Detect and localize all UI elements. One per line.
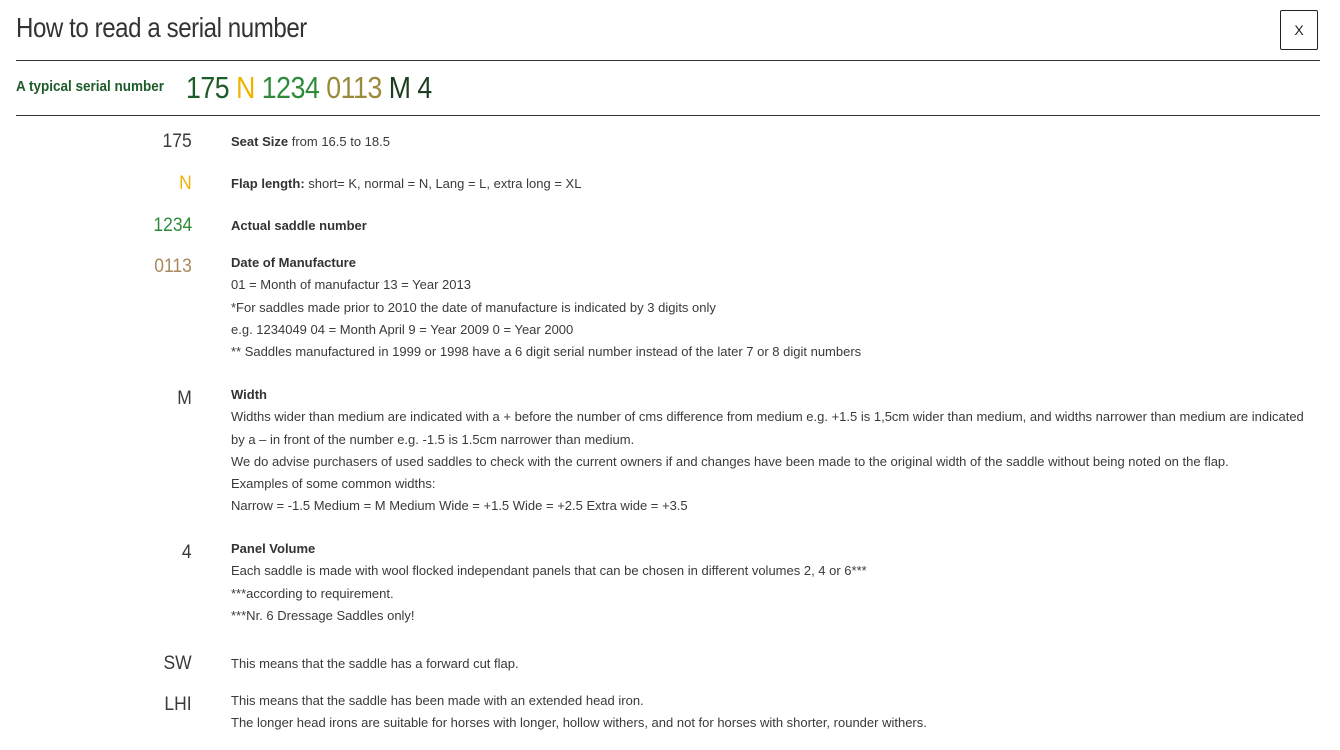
serial-part: 4 bbox=[417, 70, 432, 105]
description-line: e.g. 1234049 04 = Month April 9 = Year 2009 0 = Year 2000 bbox=[231, 321, 574, 337]
serial-description bbox=[231, 653, 1321, 675]
serial-description bbox=[231, 215, 1321, 237]
close-button[interactable]: X bbox=[1280, 10, 1318, 50]
description-heading: Actual saddle number bbox=[231, 218, 367, 233]
description-line: ** Saddles manufactured in 1999 or 1998 have a 6 digit serial number instead of the later 7 or 8 digit numbers bbox=[231, 344, 862, 360]
serial-part: 175 bbox=[186, 70, 230, 105]
serial-description bbox=[231, 173, 1321, 195]
description-heading: Date of Manufacture bbox=[231, 255, 356, 270]
serial-part: M bbox=[388, 70, 411, 105]
serial-code: M bbox=[177, 388, 192, 409]
description-line: Widths wider than medium are indicated with a + before the number of cms difference from medium e.g. +1.5 is 1,5cm wider than medium, and widths narrower than medium are indicated by a – in front of the number e.g. -1.5 is 1.5cm narrower than medium. bbox=[231, 409, 1304, 447]
description-heading: Seat Size bbox=[231, 134, 289, 149]
serial-description bbox=[231, 252, 1321, 363]
dialog-title: How to read a serial number bbox=[16, 12, 307, 43]
serial-code: 0113 bbox=[154, 256, 192, 277]
description-line: ***Nr. 6 Dressage Saddles only! bbox=[231, 607, 415, 623]
description-line: Narrow = -1.5 Medium = M Medium Wide = +1.5 Wide = +2.5 Extra wide = +3.5 bbox=[231, 498, 688, 514]
description-line: Each saddle is made with wool flocked independant panels that can be chosen in different volumes 2, 4 or 6*** bbox=[231, 563, 867, 579]
serial-code: 1234 bbox=[153, 215, 192, 236]
description-heading: Width bbox=[231, 387, 267, 402]
description-line: This means that the saddle has a forward cut flap. bbox=[231, 656, 519, 671]
serial-code: 4 bbox=[182, 542, 192, 563]
description-inline-text: from 16.5 to 18.5 bbox=[288, 134, 390, 149]
typical-serial-label: A typical serial number bbox=[16, 78, 165, 95]
serial-part: 1234 bbox=[261, 70, 320, 105]
serial-description bbox=[231, 538, 1321, 627]
description-line: The longer head irons are suitable for horses with longer, hollow withers, and not for horses with shorter, rounder withers. bbox=[231, 715, 927, 731]
description-heading-line bbox=[231, 215, 1321, 237]
serial-description bbox=[231, 131, 1321, 153]
description-line: This means that the saddle has been made with an extended head iron. bbox=[231, 693, 644, 708]
description-heading-line bbox=[231, 538, 1321, 560]
serial-code: 175 bbox=[162, 131, 192, 152]
serial-code: N bbox=[179, 173, 192, 194]
serial-code: LHI bbox=[164, 694, 192, 715]
description-heading-line bbox=[231, 252, 1321, 274]
serial-part: N bbox=[236, 70, 255, 105]
serial-description bbox=[231, 690, 1321, 735]
serial-code: SW bbox=[163, 653, 192, 674]
description-inline-text: short= K, normal = N, Lang = L, extra long = XL bbox=[304, 176, 582, 191]
description-line: *For saddles made prior to 2010 the date of manufacture is indicated by 3 digits only bbox=[231, 299, 716, 315]
divider-middle bbox=[16, 115, 1320, 116]
description-heading-line bbox=[231, 384, 1321, 406]
description-heading: Flap length: bbox=[231, 176, 305, 191]
typical-serial-number bbox=[186, 70, 439, 106]
serial-description bbox=[231, 384, 1321, 518]
serial-part: 0113 bbox=[326, 70, 382, 105]
description-line: We do advise purchasers of used saddles to check with the current owners if and changes have been made to the original width of the saddle without being noted on the flap. bbox=[231, 453, 1229, 469]
description-heading: Panel Volume bbox=[231, 541, 316, 556]
description-line: ***according to requirement. bbox=[231, 585, 394, 601]
divider-top bbox=[16, 60, 1320, 61]
description-heading-line bbox=[231, 131, 1321, 153]
description-line: Examples of some common widths: bbox=[231, 476, 436, 492]
description-heading-line bbox=[231, 173, 1321, 195]
description-line: 01 = Month of manufactur 13 = Year 2013 bbox=[231, 277, 471, 293]
